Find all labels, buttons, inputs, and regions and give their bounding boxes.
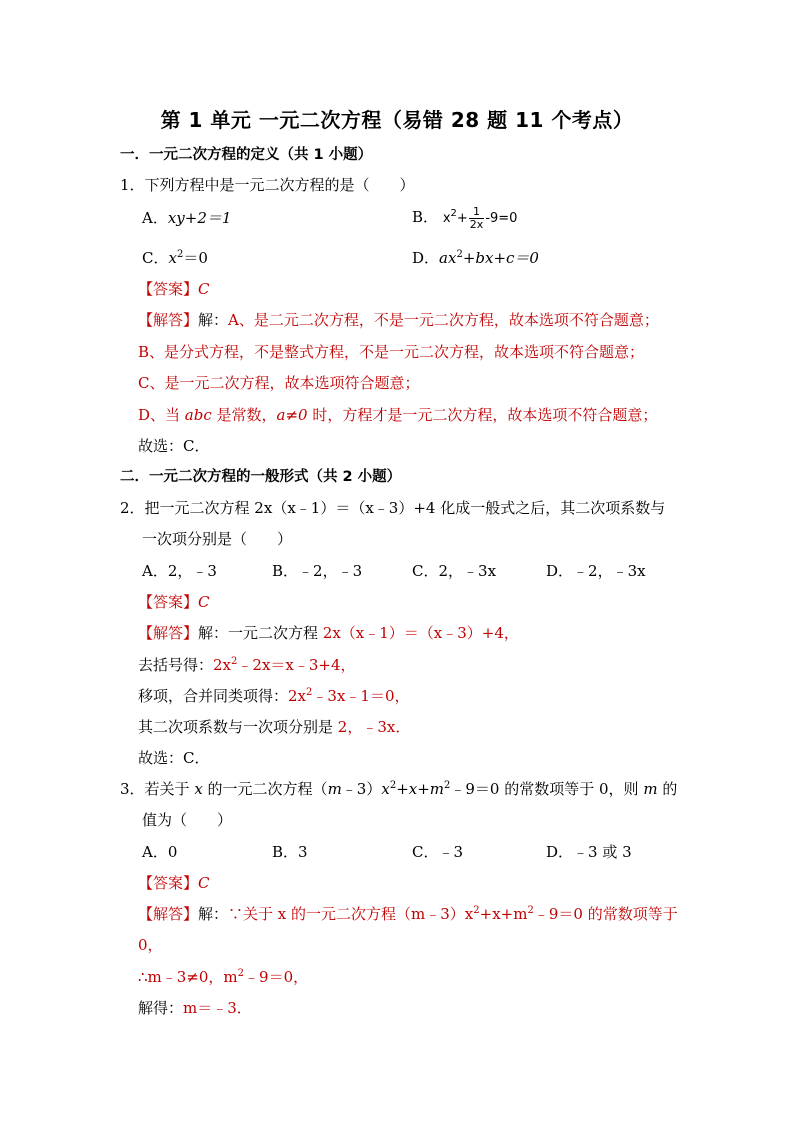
q1-solution-line-4: D、当 abc 是常数，a≠0 时，方程才是一元二次方程，故本选项不符合题意； — [138, 406, 658, 424]
section-heading-1: 一．一元二次方程的定义（共 1 小题） — [120, 147, 373, 163]
q1-solution-line-3: C、是一元二次方程，故本选项符合题意； — [138, 374, 420, 392]
q1-option-b: B． $x^2+$ $\frac{1}{2x}$ -9=0 — [412, 205, 518, 231]
q3-option-d: D．﹣3 或 3 — [546, 843, 632, 861]
question-3-stem-line-2: 值为（ ） — [142, 811, 233, 829]
q3-answer: 【答案】C — [138, 874, 210, 892]
question-2-stem-line-2: 一次项分别是（ ） — [142, 530, 293, 548]
q2-solution-line-2: 去括号得：$2x^2﹣2x=x﹣3+4$， — [138, 656, 356, 674]
q1-solution-line-1: 【解答】解：A、是二元二次方程，不是一元二次方程，故本选项不符合题意； — [138, 311, 659, 329]
q2-option-b: B．﹣2，﹣3 — [272, 562, 363, 580]
section-heading-2: 二．一元二次方程的一般形式（共 2 小题） — [120, 469, 402, 485]
question-1-stem: 1．下列方程中是一元二次方程的是（ ） — [120, 176, 415, 194]
q1-solution-line-5: 故选：C． — [138, 437, 210, 455]
q3-option-a: A．0 — [142, 843, 178, 861]
q2-option-c: C．2，﹣3x — [412, 562, 497, 580]
q2-option-a: A．2，﹣3 — [142, 562, 217, 580]
q2-option-d: D．﹣2，﹣3x — [546, 562, 646, 580]
q1-option-c: C．$x^2=0$ — [142, 249, 208, 267]
q3-solution-line-2: 0， — [138, 936, 163, 954]
q2-solution-line-3: 移项，合并同类项得：$2x^2﹣3x﹣1=0$， — [138, 687, 410, 705]
q1-solution-line-2: B、是分式方程，不是整式方程，不是一元二次方程，故本选项不符合题意； — [138, 343, 645, 361]
page-title: 第 1 单元 一元二次方程（易错 28 题 11 个考点） — [160, 108, 634, 132]
q2-solution-line-4: 其二次项系数与一次项分别是 2，﹣3x． — [138, 718, 411, 736]
q3-solution-line-3: ∴m﹣3≠0，$m^2﹣9=0$， — [138, 968, 309, 986]
q1-option-b-fraction: $\frac{1}{2x}$ — [469, 205, 484, 231]
q3-option-b: B．3 — [272, 843, 308, 861]
question-2-stem-line-1: 2．把一元二次方程 2x（x﹣1）＝（x﹣3）+4 化成一般式之后，其二次项系数与 — [120, 499, 666, 517]
q3-option-c: C．﹣3 — [412, 843, 464, 861]
q2-answer: 【答案】C — [138, 593, 210, 611]
question-3-stem-line-1: 3．若关于 x 的一元二次方程$(m﹣3)x^2+x+m^2﹣9=0$ 的常数项等于 0，则 m 的 — [120, 780, 678, 798]
q1-answer: 【答案】C — [138, 280, 210, 298]
q1-option-a: A．xy+2＝1 — [142, 209, 232, 227]
q2-solution-line-5: 故选：C． — [138, 749, 210, 767]
q3-solution-line-4: 解得：m＝﹣3． — [138, 999, 252, 1017]
q2-solution-line-1: 【解答】解：一元二次方程 2x（x﹣1）＝（x﹣3）+4， — [138, 624, 519, 642]
q3-solution-line-1: 【解答】解：∵关于 x 的一元二次方程$(m﹣3)x^2+x+m^2﹣9=0$ 的常数项等于 — [138, 905, 678, 923]
q1-option-d: D．$ax^2+bx+c=0$ — [412, 249, 539, 267]
